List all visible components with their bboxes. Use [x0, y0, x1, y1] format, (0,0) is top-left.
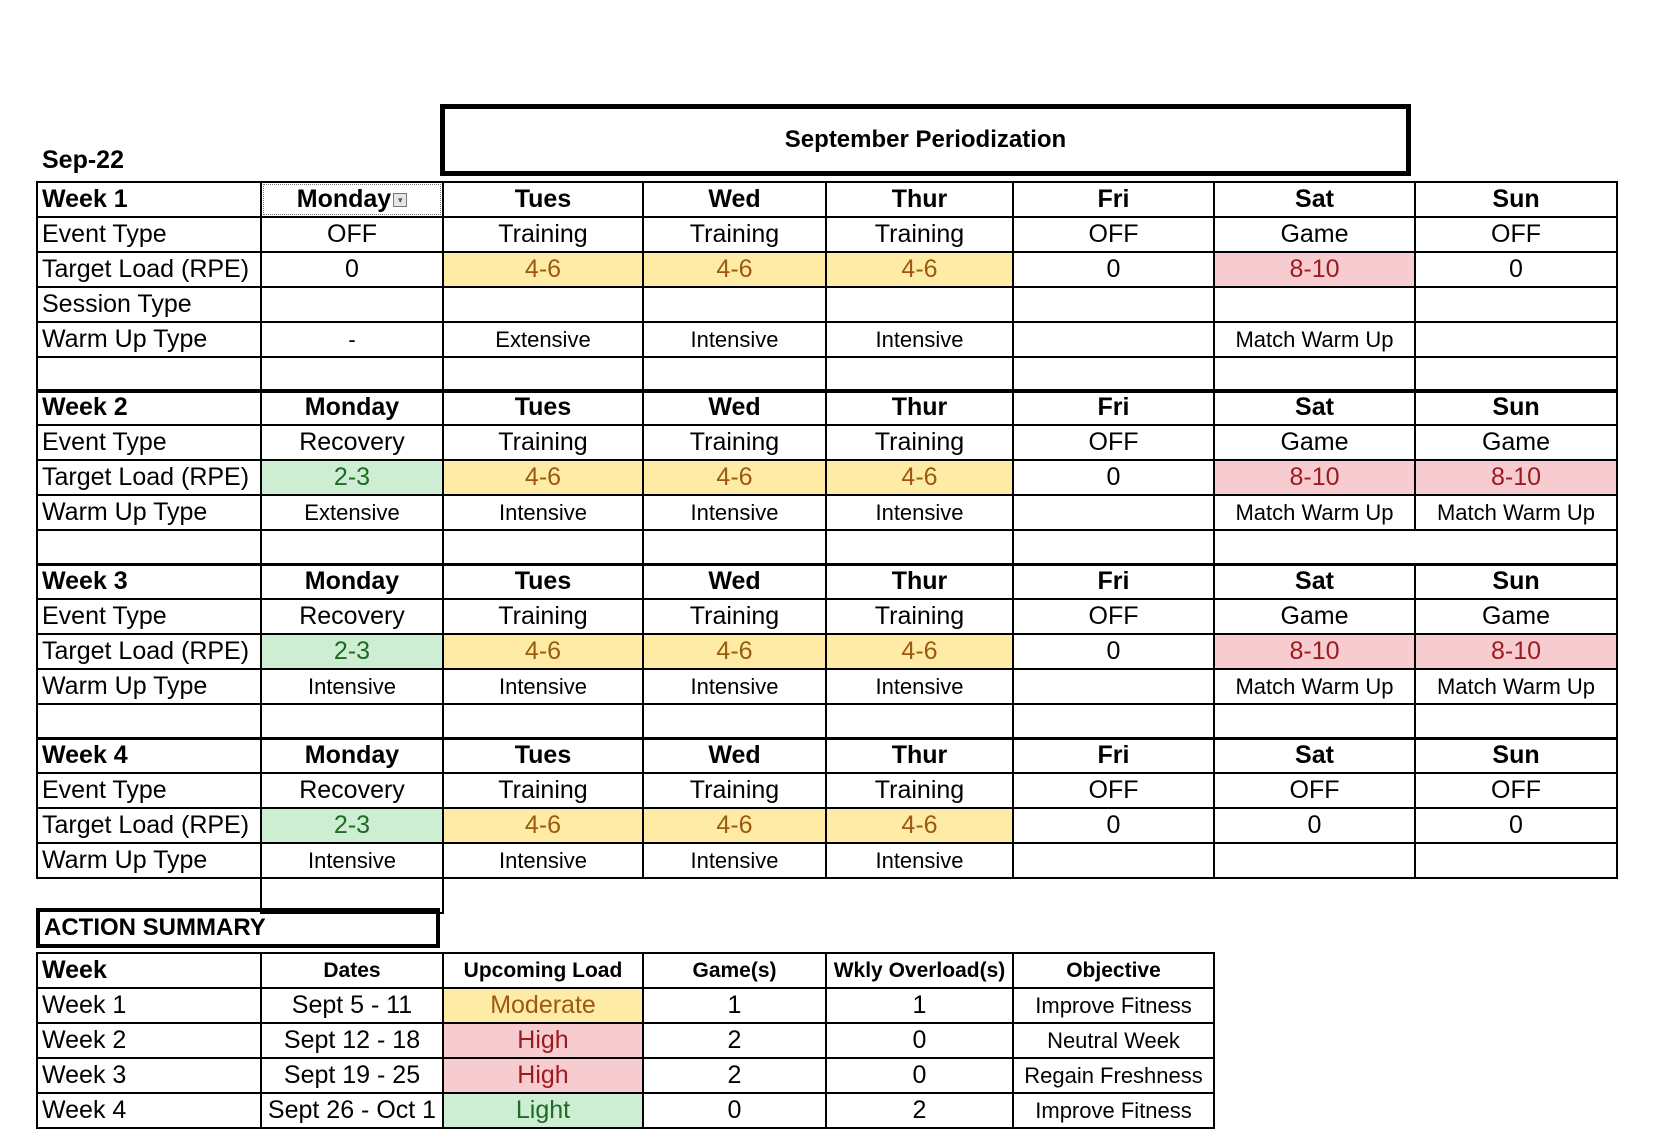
- cell-target-load-rpe[interactable]: 2-3: [260, 807, 444, 844]
- cell-warm-up-type[interactable]: Intensive: [642, 321, 827, 358]
- cell-session-type[interactable]: [825, 286, 1014, 323]
- filter-dropdown-icon[interactable]: ▾: [393, 193, 407, 207]
- summary-cell-wkly-overload-s[interactable]: 2: [825, 1092, 1014, 1129]
- day-header-sun[interactable]: Sun: [1414, 181, 1618, 218]
- cell-event-type[interactable]: Training: [642, 216, 827, 253]
- cell-session-type[interactable]: [1213, 286, 1416, 323]
- spacer-cell[interactable]: [260, 529, 444, 566]
- cell-warm-up-type[interactable]: Intensive: [825, 668, 1014, 705]
- cell-warm-up-type[interactable]: Intensive: [260, 668, 444, 705]
- cell-event-type[interactable]: Recovery: [260, 772, 444, 809]
- cell-session-type[interactable]: [1012, 286, 1215, 323]
- cell-event-type[interactable]: Recovery: [260, 598, 444, 635]
- cell-warm-up-type[interactable]: [1213, 842, 1416, 879]
- summary-cell-game-s[interactable]: 0: [642, 1092, 827, 1129]
- cell-target-load-rpe[interactable]: 4-6: [642, 633, 827, 670]
- week-label[interactable]: Week 2: [36, 389, 262, 426]
- cell-event-type[interactable]: Game: [1213, 216, 1416, 253]
- summary-cell-game-s[interactable]: 1: [642, 987, 827, 1024]
- day-header-monday[interactable]: Monday: [260, 563, 444, 600]
- day-header-fri[interactable]: Fri: [1012, 181, 1215, 218]
- cell-session-type[interactable]: [642, 286, 827, 323]
- cell-event-type[interactable]: Training: [642, 772, 827, 809]
- day-header-thur[interactable]: Thur: [825, 737, 1014, 774]
- cell-target-load-rpe[interactable]: 0: [1012, 633, 1215, 670]
- summary-cell-week[interactable]: Week 4: [36, 1092, 262, 1129]
- spacer-cell[interactable]: [1012, 529, 1215, 566]
- summary-cell-objective[interactable]: Regain Freshness: [1012, 1057, 1215, 1094]
- row-label-target-load-rpe[interactable]: Target Load (RPE): [36, 807, 262, 844]
- day-header-thur[interactable]: Thur: [825, 563, 1014, 600]
- cell-event-type[interactable]: OFF: [1414, 216, 1618, 253]
- cell-target-load-rpe[interactable]: 8-10: [1414, 633, 1618, 670]
- cell-event-type[interactable]: OFF: [1012, 216, 1215, 253]
- cell-event-type[interactable]: Training: [825, 424, 1014, 461]
- spacer-cell[interactable]: [1012, 703, 1215, 740]
- day-header-sun[interactable]: Sun: [1414, 563, 1618, 600]
- month-label: Sep-22: [42, 146, 124, 174]
- row-label-event-type[interactable]: Event Type: [36, 598, 262, 635]
- cell-target-load-rpe[interactable]: 0: [260, 251, 444, 288]
- cell-warm-up-type[interactable]: Intensive: [442, 494, 644, 531]
- cell-event-type[interactable]: Game: [1213, 424, 1416, 461]
- cell-event-type[interactable]: Training: [442, 598, 644, 635]
- day-header-wed[interactable]: Wed: [642, 737, 827, 774]
- cell-target-load-rpe[interactable]: 4-6: [442, 459, 644, 496]
- cell-target-load-rpe[interactable]: 8-10: [1213, 633, 1416, 670]
- cell-target-load-rpe[interactable]: 0: [1012, 459, 1215, 496]
- row-label-target-load-rpe[interactable]: Target Load (RPE): [36, 633, 262, 670]
- sheet-title-text: September Periodization: [784, 126, 1067, 153]
- summary-cell-game-s[interactable]: 2: [642, 1022, 827, 1059]
- cell-warm-up-type[interactable]: Match Warm Up: [1414, 494, 1618, 531]
- summary-cell-wkly-overload-s[interactable]: 0: [825, 1022, 1014, 1059]
- day-header-fri[interactable]: Fri: [1012, 389, 1215, 426]
- day-header-thur[interactable]: Thur: [825, 181, 1014, 218]
- cell-event-type[interactable]: Recovery: [260, 424, 444, 461]
- spacer-cell[interactable]: [1012, 356, 1215, 393]
- summary-cell-upcoming-load[interactable]: Moderate: [442, 987, 644, 1024]
- summary-cell-game-s[interactable]: 2: [642, 1057, 827, 1094]
- spacer-cell[interactable]: [1213, 703, 1416, 740]
- day-header-tues[interactable]: Tues: [442, 181, 644, 218]
- row-label-warm-up-type[interactable]: Warm Up Type: [36, 494, 262, 531]
- cell-event-type[interactable]: Training: [642, 424, 827, 461]
- summary-cell-objective[interactable]: Improve Fitness: [1012, 1092, 1215, 1129]
- cell-warm-up-type[interactable]: Intensive: [642, 494, 827, 531]
- summary-header-week[interactable]: Week: [36, 952, 262, 989]
- day-header-tues[interactable]: Tues: [442, 563, 644, 600]
- action-summary-title: [36, 908, 440, 948]
- cell-event-type[interactable]: Training: [825, 772, 1014, 809]
- cell-warm-up-type[interactable]: [1414, 842, 1618, 879]
- cell-event-type[interactable]: Training: [825, 598, 1014, 635]
- cell-target-load-rpe[interactable]: 2-3: [260, 633, 444, 670]
- summary-cell-objective[interactable]: Improve Fitness: [1012, 987, 1215, 1024]
- cell-event-type[interactable]: OFF: [260, 216, 444, 253]
- cell-event-type[interactable]: Training: [442, 424, 644, 461]
- day-header-monday[interactable]: Monday: [260, 389, 444, 426]
- cell-warm-up-type[interactable]: -: [260, 321, 444, 358]
- cell-warm-up-type[interactable]: Intensive: [642, 842, 827, 879]
- cell-target-load-rpe[interactable]: 4-6: [442, 633, 644, 670]
- row-label-warm-up-type[interactable]: Warm Up Type: [36, 842, 262, 879]
- summary-cell-dates[interactable]: Sept 5 - 11: [260, 987, 444, 1024]
- cell-target-load-rpe[interactable]: 4-6: [642, 807, 827, 844]
- summary-cell-week[interactable]: Week 2: [36, 1022, 262, 1059]
- spacer-cell[interactable]: [442, 529, 644, 566]
- summary-cell-upcoming-load[interactable]: High: [442, 1022, 644, 1059]
- day-header-sun[interactable]: Sun: [1414, 737, 1618, 774]
- cell-event-type[interactable]: Game: [1414, 424, 1618, 461]
- cell-target-load-rpe[interactable]: 4-6: [442, 807, 644, 844]
- summary-cell-wkly-overload-s[interactable]: 0: [825, 1057, 1014, 1094]
- summary-header-upcoming-load[interactable]: Upcoming Load: [442, 952, 644, 989]
- cell-warm-up-type[interactable]: [1012, 842, 1215, 879]
- row-label-target-load-rpe[interactable]: Target Load (RPE): [36, 251, 262, 288]
- summary-header-objective[interactable]: Objective: [1012, 952, 1215, 989]
- spacer-cell[interactable]: [1213, 356, 1416, 393]
- cell-warm-up-type[interactable]: Intensive: [642, 668, 827, 705]
- row-label-warm-up-type[interactable]: Warm Up Type: [36, 321, 262, 358]
- cell-session-type[interactable]: [442, 286, 644, 323]
- summary-cell-upcoming-load[interactable]: Light: [442, 1092, 644, 1129]
- cell-target-load-rpe[interactable]: 0: [1414, 807, 1618, 844]
- spacer-cell[interactable]: [642, 703, 827, 740]
- summary-cell-dates[interactable]: Sept 19 - 25: [260, 1057, 444, 1094]
- cell-target-load-rpe[interactable]: 4-6: [442, 251, 644, 288]
- spacer-cell[interactable]: [36, 356, 262, 393]
- cell-warm-up-type[interactable]: Extensive: [442, 321, 644, 358]
- summary-cell-upcoming-load[interactable]: High: [442, 1057, 644, 1094]
- day-header-monday[interactable]: Monday: [260, 737, 444, 774]
- day-header-sun[interactable]: Sun: [1414, 389, 1618, 426]
- row-label-event-type[interactable]: Event Type: [36, 216, 262, 253]
- cell-warm-up-type[interactable]: Extensive: [260, 494, 444, 531]
- week-label[interactable]: Week 4: [36, 737, 262, 774]
- spacer-cell[interactable]: [1213, 529, 1618, 566]
- cell-target-load-rpe[interactable]: 4-6: [642, 459, 827, 496]
- cell-event-type[interactable]: OFF: [1012, 424, 1215, 461]
- week-label[interactable]: Week 1: [36, 181, 262, 218]
- summary-header-game-s[interactable]: Game(s): [642, 952, 827, 989]
- cell-warm-up-type[interactable]: Match Warm Up: [1213, 321, 1416, 358]
- cell-target-load-rpe[interactable]: 8-10: [1213, 251, 1416, 288]
- summary-cell-dates[interactable]: Sept 26 - Oct 1: [260, 1092, 444, 1129]
- cell-event-type[interactable]: OFF: [1012, 772, 1215, 809]
- cell-warm-up-type[interactable]: Intensive: [260, 842, 444, 879]
- cell-target-load-rpe[interactable]: 4-6: [825, 251, 1014, 288]
- cell-target-load-rpe[interactable]: 2-3: [260, 459, 444, 496]
- day-header-sat[interactable]: Sat: [1213, 563, 1416, 600]
- cell-target-load-rpe[interactable]: 4-6: [825, 633, 1014, 670]
- spacer-cell[interactable]: [442, 703, 644, 740]
- spacer-cell[interactable]: [642, 529, 827, 566]
- action-summary-title-text: ACTION SUMMARY: [44, 914, 266, 941]
- cell-warm-up-type[interactable]: [1012, 668, 1215, 705]
- spacer-cell[interactable]: [1414, 356, 1618, 393]
- cell-event-type[interactable]: OFF: [1012, 598, 1215, 635]
- row-label-event-type[interactable]: Event Type: [36, 772, 262, 809]
- cell-warm-up-type[interactable]: Match Warm Up: [1213, 668, 1416, 705]
- cell-event-type[interactable]: Training: [642, 598, 827, 635]
- cell-warm-up-type[interactable]: Intensive: [825, 842, 1014, 879]
- day-header-monday[interactable]: Monday ▾: [260, 181, 444, 218]
- cell-target-load-rpe[interactable]: 4-6: [825, 807, 1014, 844]
- cell-warm-up-type[interactable]: [1414, 321, 1618, 358]
- summary-cell-wkly-overload-s[interactable]: 1: [825, 987, 1014, 1024]
- day-header-sat[interactable]: Sat: [1213, 181, 1416, 218]
- cell-warm-up-type[interactable]: Match Warm Up: [1213, 494, 1416, 531]
- cell-event-type[interactable]: Game: [1213, 598, 1416, 635]
- spacer-cell[interactable]: [260, 356, 444, 393]
- row-label-warm-up-type[interactable]: Warm Up Type: [36, 668, 262, 705]
- day-header-wed[interactable]: Wed: [642, 389, 827, 426]
- cell-target-load-rpe[interactable]: 4-6: [642, 251, 827, 288]
- summary-cell-dates[interactable]: Sept 12 - 18: [260, 1022, 444, 1059]
- cell-target-load-rpe[interactable]: 4-6: [825, 459, 1014, 496]
- cell-warm-up-type[interactable]: Match Warm Up: [1414, 668, 1618, 705]
- spacer-cell[interactable]: [825, 356, 1014, 393]
- day-header-tues[interactable]: Tues: [442, 737, 644, 774]
- cell-warm-up-type[interactable]: Intensive: [442, 668, 644, 705]
- cell-warm-up-type[interactable]: [1012, 494, 1215, 531]
- spacer-cell[interactable]: [825, 529, 1014, 566]
- cell-target-load-rpe[interactable]: 0: [1213, 807, 1416, 844]
- summary-header-dates[interactable]: Dates: [260, 952, 444, 989]
- cell-warm-up-type[interactable]: Intensive: [825, 494, 1014, 531]
- day-header-wed[interactable]: Wed: [642, 181, 827, 218]
- cell-target-load-rpe[interactable]: 0: [1012, 807, 1215, 844]
- summary-cell-objective[interactable]: Neutral Week: [1012, 1022, 1215, 1059]
- cell-session-type[interactable]: [260, 286, 444, 323]
- cell-warm-up-type[interactable]: [1012, 321, 1215, 358]
- cell-warm-up-type[interactable]: Intensive: [825, 321, 1014, 358]
- cell-target-load-rpe[interactable]: 8-10: [1213, 459, 1416, 496]
- cell-session-type[interactable]: [1414, 286, 1618, 323]
- row-label-event-type[interactable]: Event Type: [36, 424, 262, 461]
- day-header-wed[interactable]: Wed: [642, 563, 827, 600]
- day-header-sat[interactable]: Sat: [1213, 737, 1416, 774]
- spacer-cell[interactable]: [642, 356, 827, 393]
- cell-event-type[interactable]: OFF: [1213, 772, 1416, 809]
- summary-cell-week[interactable]: Week 3: [36, 1057, 262, 1094]
- day-header-fri[interactable]: Fri: [1012, 737, 1215, 774]
- cell-event-type[interactable]: Training: [825, 216, 1014, 253]
- row-label-target-load-rpe[interactable]: Target Load (RPE): [36, 459, 262, 496]
- row-label-session-type[interactable]: Session Type: [36, 286, 262, 323]
- spacer-cell[interactable]: [442, 356, 644, 393]
- spacer-cell[interactable]: [36, 529, 262, 566]
- day-header-fri[interactable]: Fri: [1012, 563, 1215, 600]
- summary-header-wkly-overload-s[interactable]: Wkly Overload(s): [825, 952, 1014, 989]
- week-label[interactable]: Week 3: [36, 563, 262, 600]
- cell-event-type[interactable]: Game: [1414, 598, 1618, 635]
- summary-cell-week[interactable]: Week 1: [36, 987, 262, 1024]
- day-header-sat[interactable]: Sat: [1213, 389, 1416, 426]
- cell-warm-up-type[interactable]: Intensive: [442, 842, 644, 879]
- cell-target-load-rpe[interactable]: 0: [1414, 251, 1618, 288]
- cell-target-load-rpe[interactable]: 0: [1012, 251, 1215, 288]
- spacer-cell[interactable]: [1414, 703, 1618, 740]
- day-header-tues[interactable]: Tues: [442, 389, 644, 426]
- cell-target-load-rpe[interactable]: 8-10: [1414, 459, 1618, 496]
- cell-event-type[interactable]: Training: [442, 772, 644, 809]
- spacer-cell[interactable]: [260, 703, 444, 740]
- spacer-cell[interactable]: [36, 703, 262, 740]
- day-header-thur[interactable]: Thur: [825, 389, 1014, 426]
- sheet-title: [440, 104, 1411, 176]
- cell-event-type[interactable]: Training: [442, 216, 644, 253]
- spacer-cell[interactable]: [825, 703, 1014, 740]
- cell-event-type[interactable]: OFF: [1414, 772, 1618, 809]
